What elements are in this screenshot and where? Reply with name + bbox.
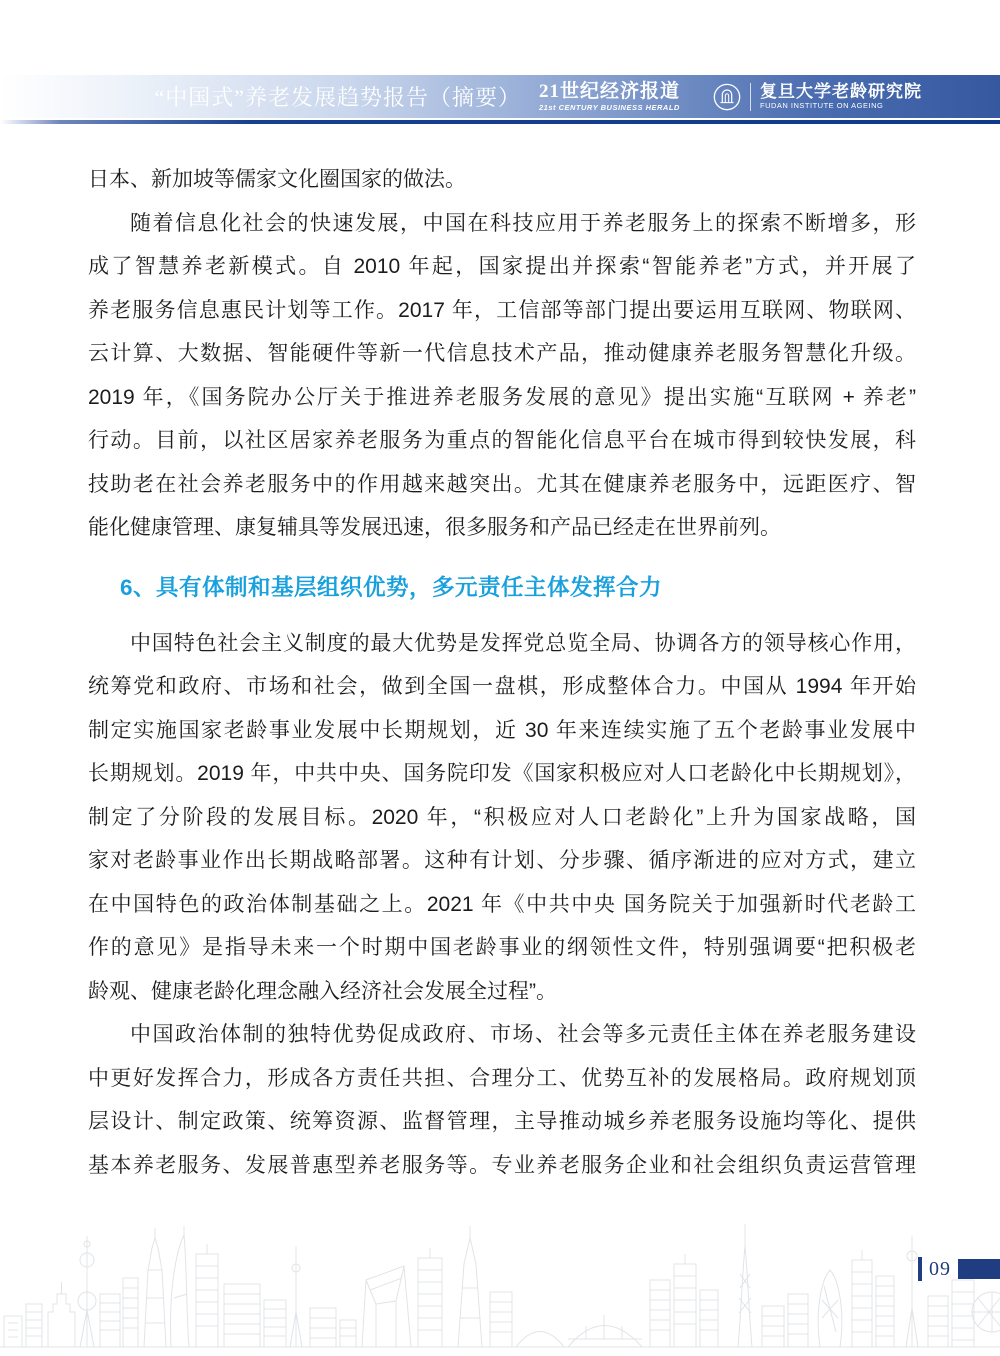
body-text-line: 统筹党和政府、市场和社会，做到全国一盘棋，形成整体合力。中国从 1994 年开始	[88, 675, 916, 698]
body-text-line: 家对老龄事业作出长期战略部署。这种有计划、分步骤、循序渐进的应对方式，建立	[88, 849, 916, 872]
page-number-rect	[958, 1259, 1000, 1279]
section-heading: 6、具有体制和基层组织优势，多元责任主体发挥合力	[120, 574, 663, 600]
herald-name: 21世纪经济报道	[538, 80, 680, 102]
herald-masthead	[539, 82, 680, 112]
body-text-line: 制定了分阶段的发展目标。2020 年，“积极应对人口老龄化”上升为国家战略，国	[88, 805, 916, 829]
fudan-masthead	[760, 83, 922, 111]
page-number-bar	[918, 1257, 922, 1281]
body-text-line: 技助老在社会养老服务中的作用越来越突出。尤其在健康养老服务中，远距医疗、智	[88, 472, 916, 496]
paragraph	[88, 158, 916, 202]
body-text-line: 制定实施国家老龄事业发展中长期规划，近 30 年来连续实施了五个老龄事业发展中	[88, 718, 916, 742]
body-text-line: 随着信息化社会的快速发展，中国在科技应用于养老服务上的探索不断增多，形	[130, 211, 916, 235]
body-text-line: 作的意见》是指导未来一个时期中国老龄事业的纲领性文件，特别强调要“把积极老	[88, 936, 916, 959]
header-separator	[750, 83, 751, 111]
body-text-line: 2019 年，《国务院办公厅关于推进养老服务发展的意见》提出实施“互联网 + 养老”	[88, 385, 916, 409]
body-text-line: 行动。目前，以社区居家养老服务为重点的智能化信息平台在城市得到较快发展，科	[88, 429, 916, 452]
body-text-line: 基本养老服务、发展普惠型养老服务等。专业养老服务企业和社会组织负责运营管理	[88, 1153, 916, 1177]
body-text-line: 云计算、大数据、智能硬件等新一代信息技术产品，推动健康养老服务智慧化升级。	[88, 342, 916, 365]
body-text-line: 中更好发挥合力，形成各方责任共担、合理分工、优势互补的发展格局。政府规划顶	[88, 1066, 916, 1090]
header-bar	[0, 75, 1000, 118]
document-body	[88, 158, 916, 1187]
body-text-line: 日本、新加坡等儒家文化圈国家的做法。	[88, 168, 466, 191]
fudan-name: 复旦大学老龄研究院	[760, 81, 922, 101]
body-text-line: 龄观、健康老龄化理念融入经济社会发展全过程”。	[88, 979, 557, 1003]
body-text-line: 能化健康管理、康复辅具等发展迅速，很多服务和产品已经走在世界前列。	[88, 516, 781, 539]
paragraph	[88, 202, 916, 550]
city-skyline-illustration	[0, 1208, 1000, 1348]
herald-subtitle: 21st CENTURY BUSINESS HERALD	[538, 102, 680, 112]
paragraph	[88, 1013, 916, 1187]
body-text-line: 中国政治体制的独特优势促成政府、市场、社会等多元责任主体在养老服务建设	[130, 1023, 916, 1046]
page-number: 09	[929, 1257, 951, 1280]
body-text-line: 层设计、制定政策、统筹资源、监督管理，主导推动城乡养老服务设施均等化、提供	[88, 1110, 916, 1133]
paragraph	[88, 622, 916, 1014]
body-text-line: 中国特色社会主义制度的最大优势是发挥党总览全局、协调各方的领导核心作用，	[130, 631, 916, 655]
header-rule	[0, 120, 1000, 124]
fudan-logo-icon	[712, 82, 742, 112]
fudan-subtitle: FUDAN INSTITUTE ON AGEING	[760, 101, 884, 111]
body-text-line: 成了智慧养老新模式。自 2010 年起，国家提出并探索“智能养老”方式，并开展了	[88, 255, 916, 278]
body-text-line: 在中国特色的政治体制基础之上。2021 年《中共中央 国务院关于加强新时代老龄工	[88, 892, 916, 916]
page-number-marker	[918, 1257, 1000, 1281]
report-title: “中国式”养老发展趋势报告（摘要）	[154, 85, 521, 110]
body-text-line: 养老服务信息惠民计划等工作。2017 年，工信部等部门提出要运用互联网、物联网、	[88, 298, 916, 322]
body-text-line: 长期规划。2019 年，中共中央、国务院印发《国家积极应对人口老龄化中长期规划》，	[88, 762, 916, 785]
